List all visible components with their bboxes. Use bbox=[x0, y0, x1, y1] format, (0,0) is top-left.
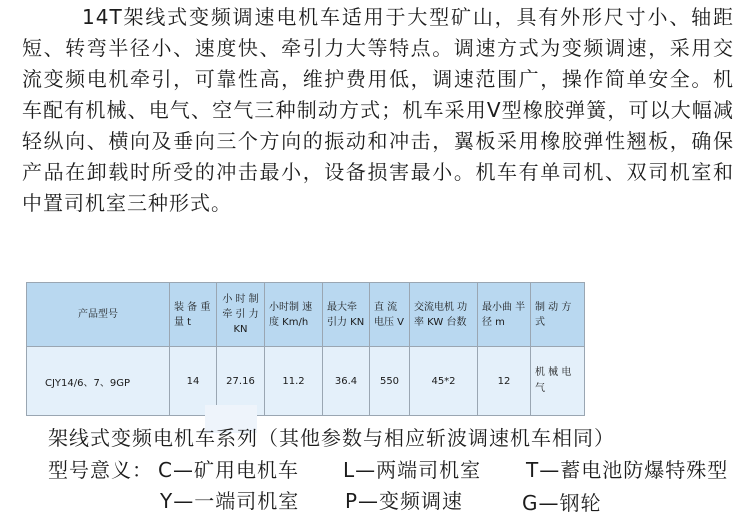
legend-lead: 型号意义： bbox=[48, 458, 153, 482]
cell-min-curve-radius: 12 bbox=[478, 347, 531, 416]
legend-item-l: L—两端司机室 bbox=[343, 458, 482, 482]
cell-brake-type: 机 械 电气 bbox=[531, 347, 585, 416]
table-row bbox=[27, 347, 585, 416]
cell-hourly-traction: 27.16 bbox=[217, 347, 265, 416]
table-header-row bbox=[27, 283, 585, 347]
header-min-curve-radius: 最小曲 半径 m bbox=[478, 283, 531, 347]
legend-item-g: G—钢轮 bbox=[522, 491, 602, 515]
cell-hourly-speed: 11.2 bbox=[265, 347, 323, 416]
header-model: 产品型号 bbox=[27, 283, 170, 347]
cell-ac-motor-power: 45*2 bbox=[410, 347, 478, 416]
header-hourly-speed: 小时制 速度 Km/h bbox=[265, 283, 323, 347]
series-title: 架线式变频电机车系列（其他参数与相应斩波调速机车相同） bbox=[48, 426, 615, 450]
header-max-traction: 最大牵 引力 KN bbox=[323, 283, 370, 347]
cell-dc-voltage: 550 bbox=[370, 347, 410, 416]
cell-weight: 14 bbox=[170, 347, 217, 416]
header-brake-type: 制 动 方式 bbox=[531, 283, 585, 347]
description-paragraph: 14T架线式变频调速电机车适用于大型矿山，具有外形尺寸小、轴距短、转弯半径小、速度快、牵引力大等特点。调速方式为变频调速，采用交流变频电机牵引，可靠性高，维护费用低，调速范围广，操作简单安全。机车配有机械、电气、空气三种制动方式；机车采用V型橡胶弹簧，可以大幅减轻纵向、横向及垂向三个方向的振动和冲击，翼板采用橡胶弹性翘板，确保产品在卸载时所受的冲击最小，设备损害最小。机车有单司机、双司机室和中置司机室三种形式。 bbox=[22, 5, 734, 215]
header-weight: 装 备 重量 t bbox=[170, 283, 217, 347]
spec-table bbox=[26, 282, 585, 416]
cell-max-traction: 36.4 bbox=[323, 347, 370, 416]
cell-model: CJY14/6、7、9GP bbox=[27, 347, 170, 416]
legend-item-p: P—变频调速 bbox=[345, 489, 464, 513]
legend-item-y: Y—一端司机室 bbox=[160, 489, 300, 513]
legend-item-c: C—矿用电机车 bbox=[158, 458, 299, 482]
header-dc-voltage: 直 流 电压 V bbox=[370, 283, 410, 347]
header-hourly-traction: 小 时 制 牵 引 力 KN bbox=[217, 283, 265, 347]
header-ac-motor-power: 交流电机 功率 KW 台数 bbox=[410, 283, 478, 347]
legend-item-t: T—蓄电池防爆特殊型 bbox=[526, 458, 729, 482]
